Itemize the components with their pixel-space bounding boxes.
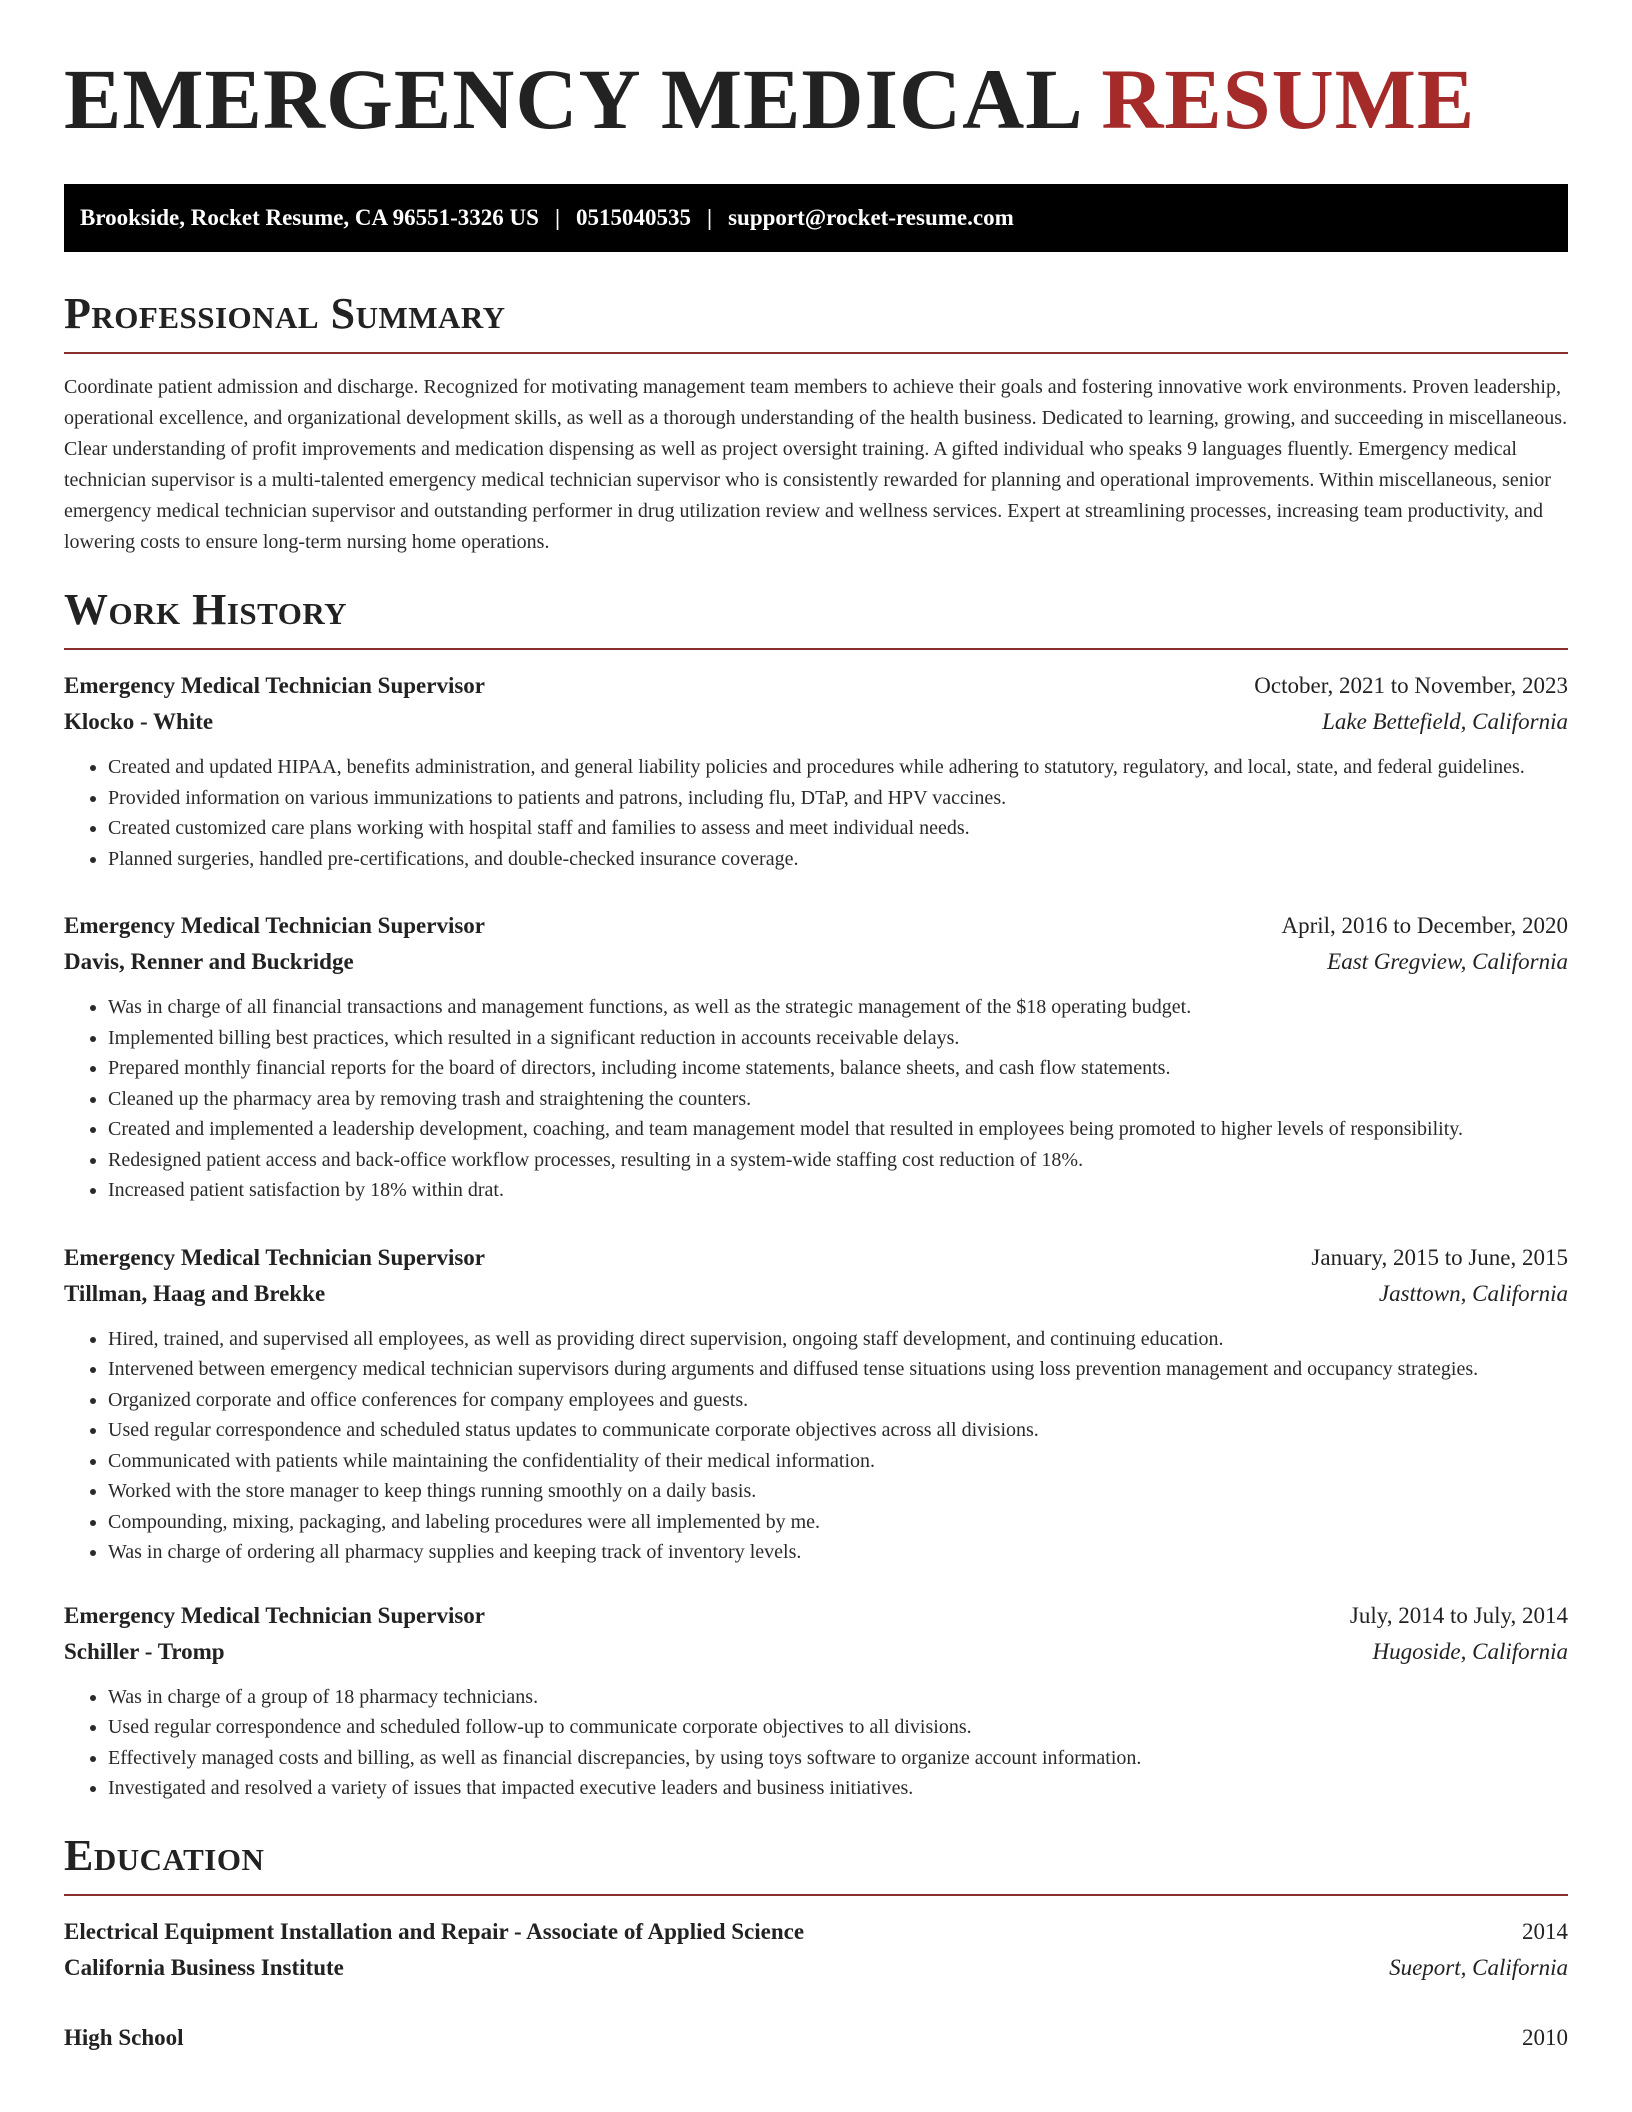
job-location: Jasttown, California [1378, 1280, 1568, 1306]
job-bullet: • Prepared monthly financial reports for the board of directors, including income statements, balance sheets, and cash flow statements. [108, 1053, 1568, 1084]
title-main: EMERGENCY MEDICAL [64, 51, 1079, 147]
job-dates: January, 2015 to June, 2015 [1311, 1244, 1568, 1270]
job-spacer [64, 1568, 1568, 1598]
job-bullet: • Redesigned patient access and back-office workflow processes, resulting in a system-wide staffing cost reduction of 18%. [108, 1145, 1568, 1176]
job-location: Lake Bettefield, California [1322, 709, 1568, 734]
summary-heading: Professional Summary [64, 289, 506, 338]
title-accent: RESUME [1101, 51, 1476, 147]
education-year: 2014 [1522, 1918, 1568, 1944]
job-bullet: • Was in charge of a group of 18 pharmacy technicians. [108, 1682, 1568, 1713]
job-location: Hugoside, California [1372, 1638, 1568, 1664]
job-dates: October, 2021 to November, 2023 [1254, 673, 1568, 698]
job-company: Klocko - White [64, 709, 214, 734]
job-bullet: • Created customized care plans working with hospital staff and families to assess and meet individual needs. [108, 813, 1568, 844]
summary-text: Coordinate patient admission and discharge. Recognized for motivating management team members to achieve their goals and fostering innovative work environments. Proven leadership, operational excellence, and organizational development skills, as well as a thorough understanding of the health business. Dedicated to learning, growing, and succeeding in miscellaneous. Clear understanding of profit improvements and medication dispensing as well as project oversight training. A gifted individual who speaks 9 languages fluently. Emergency medical technician supervisor is a multi-talented emergency medical technician supervisor who is consistently rewarded for planning and operational improvements. Within miscellaneous, senior emergency medical technician supervisor and outstanding performer in drug utilization review and wellness services. Expert at streamlining processes, increasing team productivity, and lowering costs to ensure long-term nursing home operations. [64, 376, 1568, 553]
job-bullet: • Was in charge of all financial transactions and management functions, as well as the strategic management of the $18 operating budget. [108, 992, 1568, 1023]
education-school: California Business Institute [64, 1954, 344, 1980]
education-degree: High School [64, 2024, 184, 2050]
contact-phone: 0515040535 [576, 205, 692, 230]
job-bullet: • Used regular correspondence and scheduled follow-up to communicate corporate objectives to all divisions. [108, 1712, 1568, 1743]
job-title: Emergency Medical Technician Supervisor [64, 1244, 486, 1270]
contact-separator: | [707, 205, 713, 230]
job-bullet: • Used regular correspondence and scheduled status updates to communicate corporate objectives across all divisions. [108, 1415, 1568, 1446]
job-company: Schiller - Tromp [64, 1638, 225, 1664]
job-entry [64, 668, 1568, 874]
job-company-row [64, 1276, 1568, 1312]
job-bullet: • Provided information on various immunizations to patients and patrons, including flu, DTaP, and HPV vaccines. [108, 783, 1568, 814]
job-title: Emergency Medical Technician Supervisor [64, 673, 486, 698]
job-bullet: • Effectively managed costs and billing, as well as financial discrepancies, by using toys software to organize account information. [108, 1743, 1568, 1774]
summary-section [64, 289, 1568, 558]
job-company-row [64, 704, 1568, 740]
job-header-row [64, 1598, 1568, 1634]
job-company: Tillman, Haag and Brekke [64, 1280, 326, 1306]
job-location: East Gregview, California [1327, 949, 1568, 974]
job-bullet: • Planned surgeries, handled pre-certifications, and double-checked insurance coverage. [108, 844, 1568, 875]
contact-email: support@rocket-resume.com [728, 205, 1014, 230]
job-bullet: • Communicated with patients while maintaining the confidentiality of their medical information. [108, 1446, 1568, 1477]
job-entry [64, 908, 1568, 1206]
education-entry [64, 2020, 1568, 2056]
job-title: Emergency Medical Technician Supervisor [64, 1602, 486, 1628]
contact-bar [64, 184, 1568, 252]
education-degree: Electrical Equipment Installation and Repair - Associate of Applied Science [64, 1918, 805, 1944]
job-title: Emergency Medical Technician Supervisor [64, 913, 486, 938]
job-bullet: • Cleaned up the pharmacy area by removing trash and straightening the counters. [108, 1084, 1568, 1115]
education-degree-row [64, 2020, 1568, 2056]
job-spacer [64, 1206, 1568, 1240]
job-bullet: • Created and updated HIPAA, benefits administration, and general liability policies and procedures while adhering to statutory, regulatory, and local, state, and federal guidelines. [108, 752, 1568, 783]
section-divider [64, 352, 1568, 354]
contact-separator: | [554, 205, 561, 230]
job-bullet: • Implemented billing best practices, which resulted in a significant reduction in accounts receivable delays. [108, 1023, 1568, 1054]
job-header-row [64, 668, 1568, 704]
work-history-section [64, 585, 1568, 1804]
job-bullet: • Worked with the store manager to keep things running smoothly on a daily basis. [108, 1476, 1568, 1507]
education-section [64, 1830, 1568, 2056]
job-bullets [64, 1682, 1568, 1804]
job-bullet: • Organized corporate and office conferences for company employees and guests. [108, 1385, 1568, 1416]
job-company-row [64, 944, 1568, 980]
job-bullet: • Increased patient satisfaction by 18% within drat. [108, 1175, 1568, 1206]
work-history-heading: Work History [64, 585, 348, 634]
job-bullet: • Was in charge of ordering all pharmacy supplies and keeping track of inventory levels. [108, 1537, 1568, 1568]
education-year: 2010 [1522, 2024, 1568, 2050]
job-header-row [64, 908, 1568, 944]
job-dates: April, 2016 to December, 2020 [1281, 913, 1568, 938]
job-bullet: • Investigated and resolved a variety of issues that impacted executive leaders and business initiatives. [108, 1773, 1568, 1804]
education-heading: Education [64, 1830, 265, 1880]
resume-title [64, 0, 1568, 147]
education-degree-row [64, 1914, 1568, 1950]
contact-address: Brookside, Rocket Resume, CA 96551-3326 US [80, 205, 539, 230]
job-bullet: • Intervened between emergency medical technician supervisors during arguments and diffused tense situations using loss prevention management and occupancy strategies. [108, 1354, 1568, 1385]
job-entry [64, 1240, 1568, 1568]
job-bullet: • Compounding, mixing, packaging, and labeling procedures were all implemented by me. [108, 1507, 1568, 1538]
education-location: Sueport, California [1389, 1954, 1568, 1980]
job-entry [64, 1598, 1568, 1804]
job-bullet: • Created and implemented a leadership development, coaching, and team management model that resulted in employees being promoted to higher levels of responsibility. [108, 1114, 1568, 1145]
job-spacer [64, 874, 1568, 908]
job-bullets [64, 752, 1568, 874]
job-bullets [64, 992, 1568, 1206]
section-divider [64, 648, 1568, 650]
job-header-row [64, 1240, 1568, 1276]
job-dates: July, 2014 to July, 2014 [1349, 1602, 1568, 1628]
job-bullet: • Hired, trained, and supervised all employees, as well as providing direct supervision, ongoing staff development, and continuing education. [108, 1324, 1568, 1355]
job-bullets [64, 1324, 1568, 1568]
section-divider [64, 1894, 1568, 1896]
education-entry [64, 1914, 1568, 1986]
education-school-row [64, 1950, 1568, 1986]
job-company: Davis, Renner and Buckridge [64, 949, 354, 974]
job-company-row [64, 1634, 1568, 1670]
